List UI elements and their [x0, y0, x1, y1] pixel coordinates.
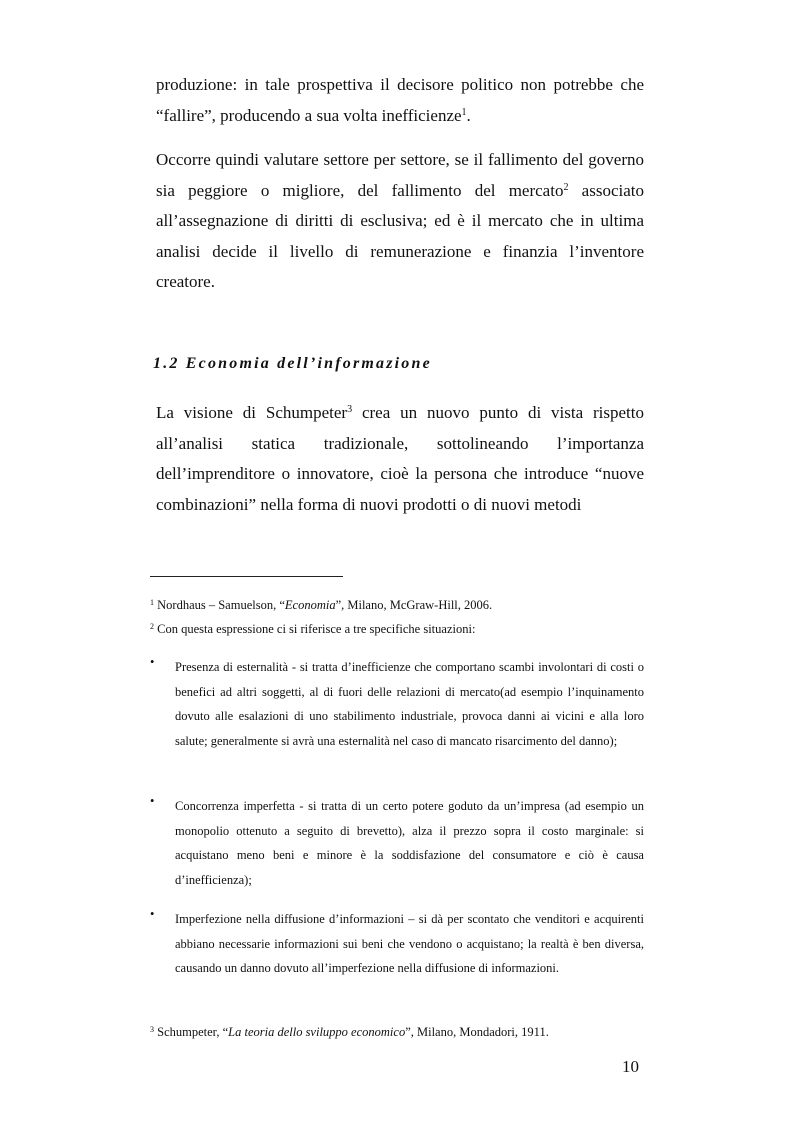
footnote-3-text-a: Schumpeter, “	[154, 1025, 229, 1039]
footnote-separator	[150, 576, 343, 577]
footnote-1-text-b: ”, Milano, McGraw-Hill, 2006.	[335, 598, 493, 612]
footnote-1-title: Economia	[284, 598, 336, 612]
footnote-ref-3: 3	[347, 404, 353, 415]
paragraph-1-end: .	[466, 105, 471, 125]
paragraph-2-text-a: Occorre quindi valutare settore per settore, se il fallimento del governo sia peggiore o migliore, del fallimento del mercato	[156, 150, 644, 200]
paragraph-3	[156, 398, 644, 520]
paragraph-1	[156, 70, 644, 131]
bullet-text: Imperfezione nella diffusione d’informazioni – si dà per scontato che venditori e acquirenti abbiano necessarie informazioni sui beni che vendono o acquistano; la realtà è ben diversa, causando un danno dovuto all’imperfezione nella diffusione di informazioni.	[175, 912, 644, 976]
bullet-icon: •	[150, 655, 155, 669]
bullet-icon: •	[150, 794, 155, 808]
footnote-2-text: Con questa espressione ci si riferisce a tre specifiche situazioni:	[154, 622, 476, 636]
footnote-ref-2: 2	[563, 181, 569, 193]
footnote-2-number: 2	[150, 622, 154, 631]
paragraph-2	[156, 145, 644, 298]
bullet-text: Concorrenza imperfetta - si tratta di un certo potere goduto da un’impresa (ad esempio un monopolio ottenuto a seguito di brevetto), alza il prezzo sopra il costo marginale: si acquistano meno beni e minore è la soddisfazione del consumatore e ciò è causa d’inefficienza);	[175, 799, 644, 887]
paragraph-3-text-b: crea un nuovo punto di vista rispetto all’analisi statica tradizionale, sottolineando l’importanza dell’imprenditore o innovatore, cioè la persona che introduce “nuove combinazioni” nella forma di nuovi prodotti o di nuovi metodi	[156, 403, 645, 514]
paragraph-1-text: produzione: in tale prospettiva il decisore politico non potrebbe che “fallire”, producendo a sua volta inefficienze	[156, 75, 644, 125]
paragraph-2-text-b: associato all’assegnazione di diritti di esclusiva; ed è il mercato che in ultima analisi decide il livello di remunerazione e finanzia l’inventore creatore.	[156, 180, 644, 291]
page-number: 10	[622, 1057, 639, 1076]
bullet-text: Presenza di esternalità - si tratta d’inefficienze che comportano scambi involontari di costi o benefici ad altri soggetti, al di fuori delle relazioni di mercato(ad esempio l’inquinamento dovuto alle esalazioni di uno stabilimento industriale, provoca danni ai vicini e alla loro salute; generalmente si avrà una esternalità nel caso di mancato risarcimento del danno);	[175, 660, 644, 748]
section-heading: 1.2 Economia dell’informazione	[153, 355, 432, 372]
footnote-2	[150, 621, 475, 637]
footnote-3-title: La teoria dello sviluppo economico	[228, 1025, 406, 1039]
footnote-3-number: 3	[150, 1025, 154, 1034]
footnote-1-number: 1	[150, 598, 154, 607]
footnote-1	[150, 597, 492, 613]
footnote-1-text-a: Nordhaus – Samuelson, “	[154, 598, 285, 612]
footnote-ref-1: 1	[461, 106, 467, 118]
bullet-icon: •	[150, 907, 155, 921]
footnote-3	[150, 1024, 549, 1040]
paragraph-3-text-a: La visione di Schumpeter	[156, 403, 348, 422]
footnote-3-text-b: ”, Milano, Mondadori, 1911.	[405, 1025, 549, 1039]
